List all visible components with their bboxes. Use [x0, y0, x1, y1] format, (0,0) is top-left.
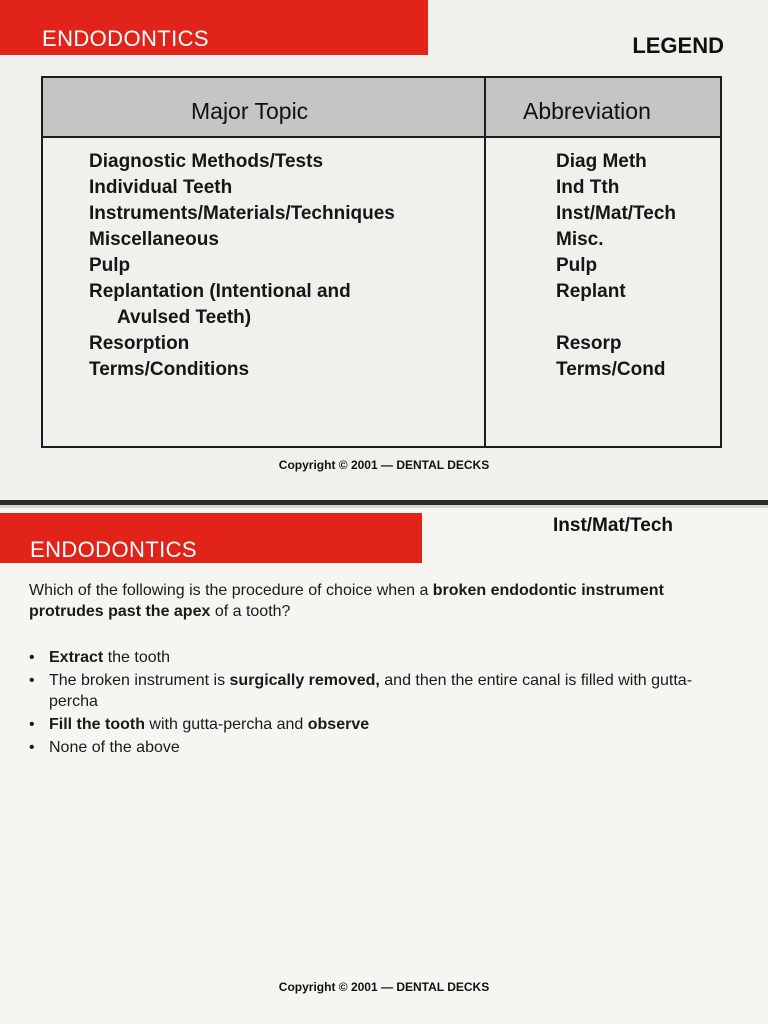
topic-item: Pulp — [89, 255, 131, 276]
option-text: and then the entire canal is filled with gutta-percha — [49, 672, 693, 710]
topic-item: Diagnostic Methods/Tests — [89, 151, 324, 172]
category-tag: Inst/Mat/Tech — [553, 515, 673, 536]
abbreviation-item: Resorp — [556, 333, 622, 354]
column-header-topic: Major Topic — [191, 98, 309, 124]
column-header-abbreviation: Abbreviation — [523, 98, 651, 124]
question-text — [29, 580, 729, 622]
abbreviation-item: Replant — [556, 281, 626, 302]
question-part: Which of the following is the procedure of choice when a — [29, 582, 433, 599]
abbreviation-item: Terms/Cond — [556, 359, 666, 380]
abbreviation-item: Inst/Mat/Tech — [556, 203, 676, 224]
topic-item: Resorption — [89, 333, 190, 354]
topic-item: Terms/Conditions — [89, 359, 250, 380]
header-band-label: ENDODONTICS — [42, 26, 209, 51]
option-emphasis: surgically removed, — [229, 672, 380, 689]
copyright-notice: Copyright © 2001 — DENTAL DECKS — [278, 980, 490, 994]
answer-option — [29, 714, 729, 735]
topic-item: Miscellaneous — [89, 229, 219, 250]
question-card — [0, 508, 768, 1024]
legend-title: LEGEND — [632, 33, 724, 58]
option-text: None of the above — [49, 739, 180, 756]
option-emphasis: Extract — [49, 649, 104, 666]
header-band-label: ENDODONTICS — [30, 537, 197, 562]
answer-option — [29, 647, 729, 668]
abbreviation-item: Ind Tth — [556, 177, 620, 198]
question-emphasis: broken endodontic instrument protrudes past the apex — [29, 582, 664, 620]
topic-item: Instruments/Materials/Techniques — [89, 203, 395, 224]
option-emphasis: observe — [307, 716, 370, 733]
answer-option — [29, 737, 729, 758]
legend-table-header — [43, 78, 720, 138]
topic-item: Individual Teeth — [89, 177, 233, 198]
legend-card — [0, 0, 768, 500]
abbreviation-item: Misc. — [556, 229, 604, 250]
topic-item: Replantation (Intentional and — [89, 281, 351, 302]
legend-table — [41, 76, 722, 448]
option-emphasis: Fill the tooth — [49, 716, 145, 733]
topic-item-continued: Avulsed Teeth) — [117, 307, 252, 328]
answer-options — [29, 647, 729, 760]
abbreviation-item: Pulp — [556, 255, 598, 276]
abbreviation-item: Diag Meth — [556, 151, 647, 172]
answer-option — [29, 670, 729, 712]
copyright-notice: Copyright © 2001 — DENTAL DECKS — [278, 458, 490, 472]
option-text: with gutta-percha and — [144, 716, 308, 733]
question-part: of a tooth? — [210, 603, 291, 620]
header-band — [0, 0, 428, 55]
column-divider — [484, 78, 486, 446]
option-text: The broken instrument is — [49, 672, 230, 689]
header-band — [0, 513, 422, 563]
option-text: the tooth — [103, 649, 170, 666]
